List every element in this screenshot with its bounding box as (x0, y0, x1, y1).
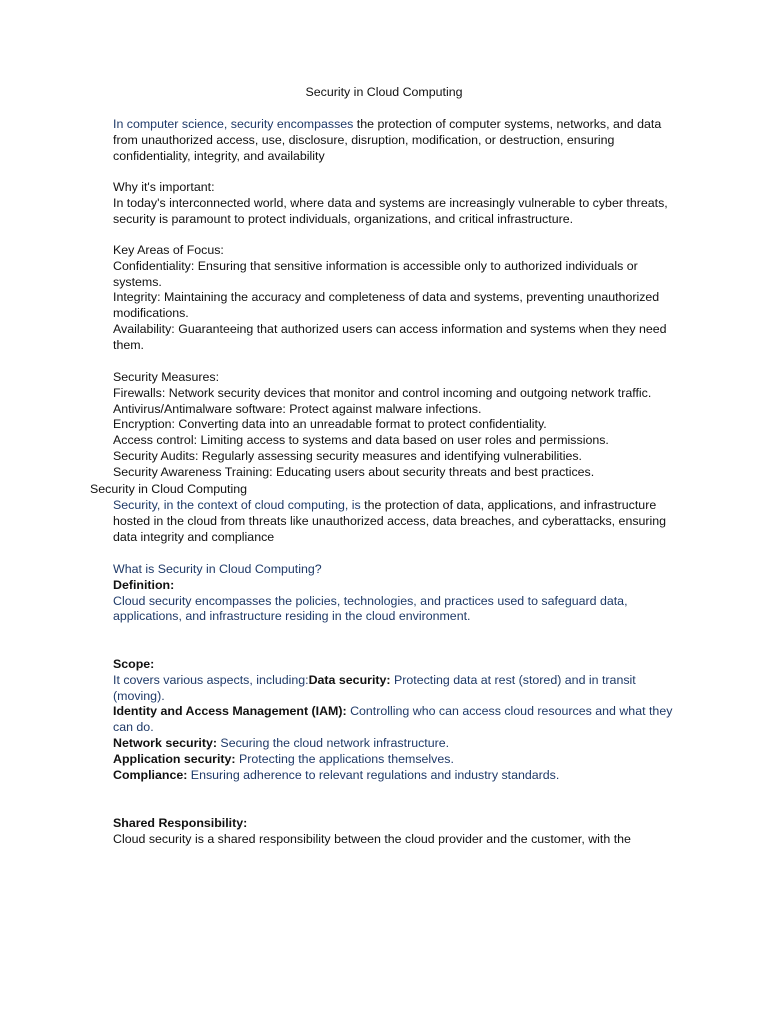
definition-label: Definition: (113, 577, 175, 592)
shared-label: Shared Responsibility: (113, 816, 248, 830)
cloud-rest: the protection of data, applications, and infrastructure hosted in the cloud from threats like unauthorized access, data breaches, and cyberattacks, ensuring data integrity and compliance (113, 498, 667, 544)
measure-item: Security Awareness Training: Educating users about security threats and best practices. (113, 464, 595, 479)
shared-responsibility-section (113, 816, 683, 848)
definition-section (113, 562, 683, 625)
scope-desc: Ensuring adherence to relevant regulations and industry standards. (187, 767, 560, 782)
scope-desc: Controlling who can access cloud resources and what they can do. (113, 704, 673, 735)
measure-item: Firewalls: Network security devices that monitor and control incoming and outgoing network traffic. (113, 385, 652, 400)
key-area-item: Integrity: Maintaining the accuracy and completeness of data and systems, preventing unauthorized modifications. (113, 290, 660, 321)
scope-item (113, 768, 683, 784)
why-text: In today's interconnected world, where data and systems are increasingly vulnerable to cyber threats, security is paramount to protect individuals, organizations, and critical infrastructure. (113, 195, 668, 226)
scope-desc: Protecting the applications themselves. (235, 751, 454, 766)
scope-item (113, 736, 683, 752)
key-area-item: Availability: Guaranteeing that authorized users can access information and systems when they need them. (113, 321, 667, 352)
cloud-paragraph (113, 498, 683, 545)
scope-term: Compliance: (113, 767, 188, 782)
intro-paragraph (113, 117, 683, 164)
intro-rest: the protection of computer systems, networks, and data from unauthorized access, use, disclosure, disruption, modification, or destruction, ensuring confidentiality, integrity, and availability (113, 117, 662, 163)
key-area-item: Confidentiality: Ensuring that sensitive information is accessible only to authorized individuals or systems. (113, 258, 638, 289)
definition-text: Cloud security encompasses the policies, technologies, and practices used to safeguard data, applications, and infrastructure residing in the cloud environment. (113, 593, 628, 624)
measure-item: Access control: Limiting access to systems and data based on user roles and permissions. (113, 433, 609, 448)
scope-desc: Securing the cloud network infrastructure. (216, 735, 450, 750)
scope-item (113, 704, 683, 736)
what-question: What is Security in Cloud Computing? (113, 562, 322, 576)
measure-item: Antivirus/Antimalware software: Protect against malware infections. (113, 401, 482, 416)
document-title: Security in Cloud Computing (305, 85, 463, 99)
scope-term: Application security: (113, 751, 236, 766)
cloud-lead: Security, in the context of cloud computing, is (113, 498, 361, 512)
scope-term: Identity and Access Management (IAM): (113, 704, 347, 719)
shared-text: Cloud security is a shared responsibility between the cloud provider and the customer, with the (113, 831, 631, 846)
scope-desc: Protecting data at rest (stored) and in transit (moving). (113, 672, 636, 703)
measure-item: Encryption: Converting data into an unreadable format to protect confidentiality. (113, 417, 547, 432)
intro-lead: In computer science, security encompasses (113, 117, 354, 131)
scope-term: Data security: (308, 672, 391, 687)
scope-item (113, 673, 683, 705)
cloud-section-heading: Security in Cloud Computing (90, 482, 248, 496)
scope-label: Scope: (113, 657, 155, 671)
measure-item: Security Audits: Regularly assessing security measures and identifying vulnerabilities. (113, 448, 583, 463)
scope-section (113, 657, 683, 783)
scope-intro: It covers various aspects, including: (113, 672, 309, 687)
key-areas-heading: Key Areas of Focus: (113, 243, 224, 257)
scope-term: Network security: (113, 735, 217, 750)
measures-heading: Security Measures: (113, 370, 220, 384)
why-section (113, 180, 683, 227)
why-heading: Why it's important: (113, 180, 215, 194)
scope-item (113, 752, 683, 768)
measures-section (113, 370, 683, 481)
key-areas-section (113, 243, 683, 354)
